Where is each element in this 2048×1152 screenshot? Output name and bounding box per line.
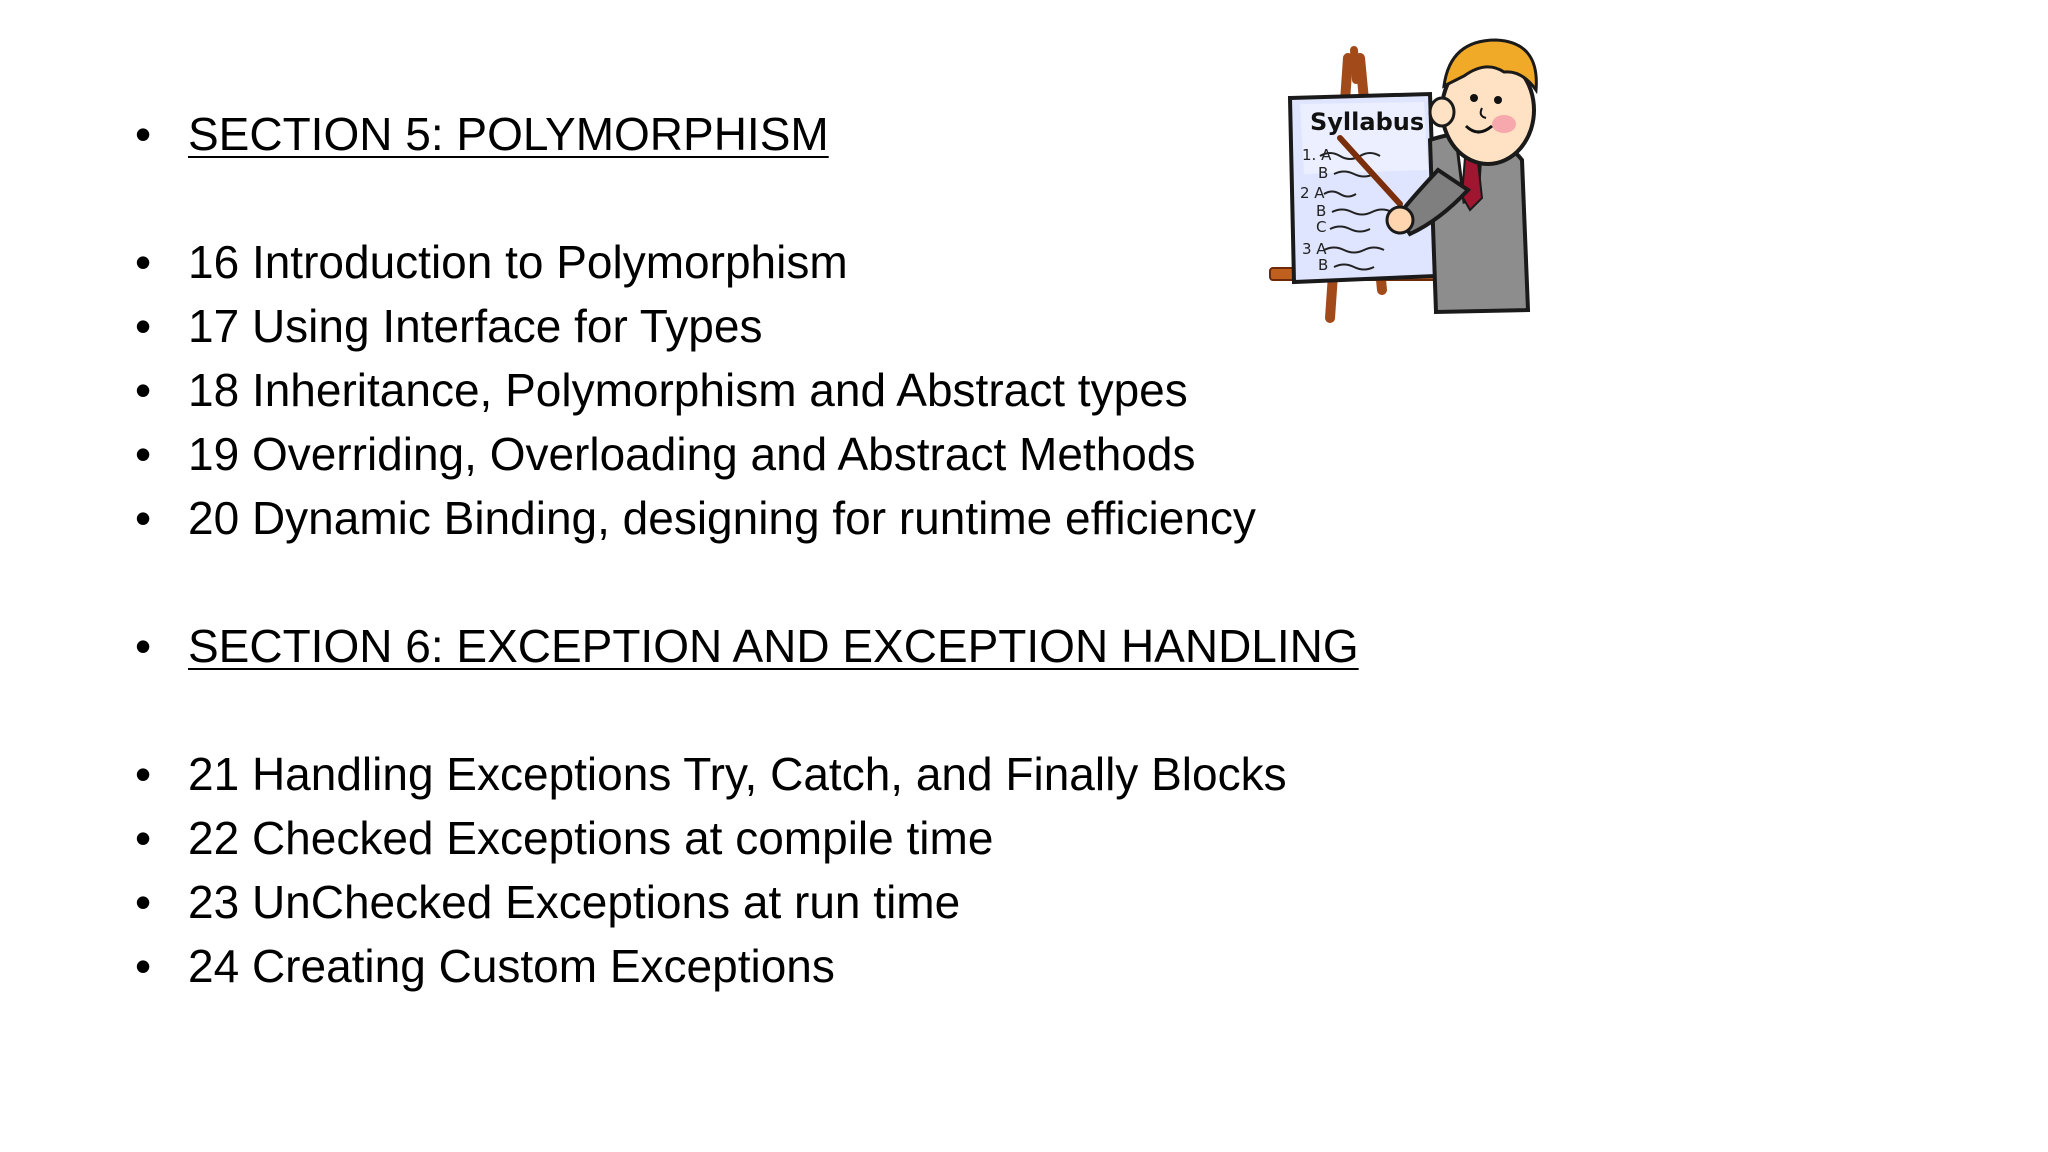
bullet: • (134, 940, 152, 992)
bullet: • (134, 492, 152, 544)
bullet: • (134, 108, 152, 160)
list-item-text: 17 Using Interface for Types (188, 300, 763, 352)
list-item-text: 24 Creating Custom Exceptions (188, 940, 835, 992)
board-line: B (1316, 202, 1327, 220)
bullet: • (134, 620, 152, 672)
list-item-text: 16 Introduction to Polymorphism (188, 236, 848, 288)
bullet: • (134, 236, 152, 288)
bullet: • (134, 812, 152, 864)
list-item-text: 18 Inheritance, Polymorphism and Abstract types (188, 364, 1188, 416)
board-line: B (1318, 164, 1329, 182)
board-line: B (1318, 256, 1329, 274)
list-item-text: 20 Dynamic Binding, designing for runtime efficiency (188, 492, 1256, 544)
board-line: 3 A (1302, 240, 1327, 258)
list-item-text: 22 Checked Exceptions at compile time (188, 812, 994, 864)
list-item-text: 19 Overriding, Overloading and Abstract Methods (188, 428, 1196, 480)
bullet: • (134, 748, 152, 800)
section-heading-text: SECTION 6: EXCEPTION AND EXCEPTION HANDLING (188, 620, 1359, 672)
list-item-text: 23 UnChecked Exceptions at run time (188, 876, 961, 928)
board-line: C (1316, 218, 1327, 236)
syllabus-board (1290, 94, 1436, 282)
board-line: 2 A (1300, 184, 1325, 202)
list-item-text: 21 Handling Exceptions Try, Catch, and Finally Blocks (188, 748, 1287, 800)
board-line: 1. A (1302, 146, 1332, 164)
teacher-syllabus-icon (1260, 20, 1580, 330)
bullet: • (134, 428, 152, 480)
bullet: • (134, 876, 152, 928)
board-title: Syllabus (1310, 108, 1425, 136)
bullet: • (134, 300, 152, 352)
bullet: • (134, 364, 152, 416)
section-heading-text: SECTION 5: POLYMORPHISM (188, 108, 829, 160)
